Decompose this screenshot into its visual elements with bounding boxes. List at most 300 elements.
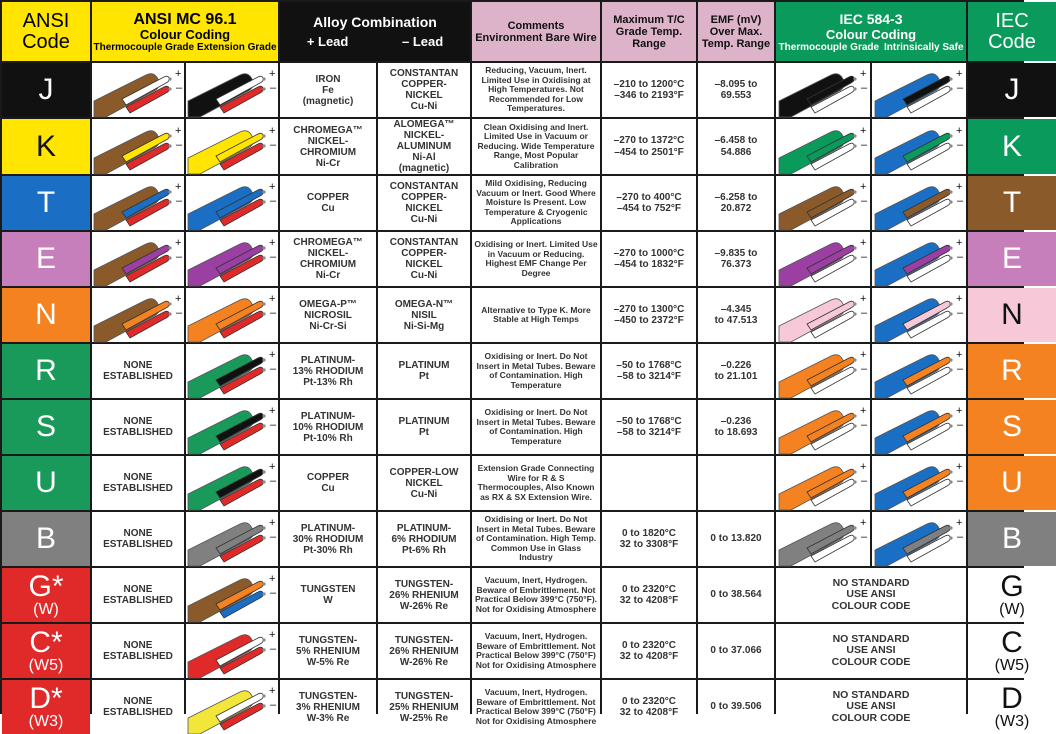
minus-sign: – <box>957 307 964 319</box>
plus-sign: + <box>956 124 963 137</box>
plus-sign: + <box>269 685 276 697</box>
minus-lead-cell <box>378 456 470 510</box>
wire-icon <box>873 344 965 398</box>
wire-icon <box>777 176 869 230</box>
wire-icon <box>186 120 278 174</box>
emf-text: 0 to 13.820 <box>710 533 762 545</box>
wire-tip <box>853 134 856 137</box>
wire-icon <box>186 232 278 286</box>
iec-code-cell <box>968 680 1056 734</box>
minus-sign: – <box>270 195 277 207</box>
plus-lead-cell <box>280 624 376 678</box>
ansi-code-letter: J <box>38 73 54 106</box>
wire-tip <box>168 77 171 80</box>
emf-text: 0 to 39.506 <box>710 701 762 713</box>
wire-icon <box>777 232 869 286</box>
wire-tip <box>168 87 171 90</box>
iec-safe-cell <box>872 176 966 230</box>
ansi-tc-grade-cell <box>92 512 184 566</box>
alloy-title: Alloy Combination <box>313 13 437 30</box>
emf-text: –0.236 to 18.693 <box>714 415 758 438</box>
minus-sign: – <box>861 475 868 487</box>
iec-code-cell <box>968 344 1056 398</box>
wire-icon <box>777 456 869 510</box>
ansi-ext-grade-cell <box>186 63 278 117</box>
temp-range-cell <box>602 568 696 622</box>
ansi-code-cell <box>2 288 90 342</box>
ansi-code-cell <box>2 232 90 286</box>
plus-sign: + <box>269 68 276 80</box>
wire-icon <box>186 288 278 342</box>
wire-icon <box>186 63 278 117</box>
minus-sign: – <box>270 138 277 151</box>
temp-range-cell <box>602 512 696 566</box>
comment-cell <box>472 568 600 622</box>
iec-code-label: IEC Code <box>988 9 1036 53</box>
plus-lead-cell <box>280 400 376 454</box>
wire-tip <box>949 302 952 305</box>
iec-code-letter: D <box>1001 682 1023 715</box>
emf-cell <box>698 63 774 117</box>
wire-tip <box>168 256 171 259</box>
minus-lead-text: OMEGA-N™ NISIL Ni-Si-Mg <box>394 298 454 332</box>
iec-safe-label: Intrinsically Safe <box>884 41 964 53</box>
ansi-code-letter: E <box>35 242 56 275</box>
comment-text: Oxidising or Inert. Do Not Insert in Metal Tubes. Beware of Contamination. High Temperature <box>476 351 596 390</box>
ansi-tc-grade-none: NONE ESTABLISHED <box>103 416 173 438</box>
plus-lead-cell <box>280 344 376 398</box>
temp-range-text: 0 to 1820°C 32 to 3308°F <box>619 527 679 550</box>
minus-sign: – <box>270 82 277 94</box>
iec-safe-cell <box>872 288 966 342</box>
ansi-code-letter: R <box>35 354 57 387</box>
plus-sign: + <box>269 573 276 585</box>
iec-no-standard-cell <box>776 680 966 734</box>
wire-icon <box>777 120 869 174</box>
emf-cell <box>698 288 774 342</box>
emf-text: –9.835 to 76.373 <box>714 247 758 270</box>
comment-text: Clean Oxidising and Inert. Limited Use in Vacuum or Reducing. Wide Temperature Range, Most Popular Calibration <box>477 121 595 170</box>
iec-code-cell <box>968 568 1056 622</box>
wire-tip <box>262 87 265 90</box>
temp-range-text: –270 to 1000°C –454 to 1832°F <box>613 247 685 270</box>
minus-sign: – <box>270 307 277 319</box>
ansi-colour-coding-header <box>92 2 278 61</box>
wire-tip <box>949 144 952 147</box>
minus-sign: – <box>957 82 964 94</box>
temp-range-cell <box>602 456 696 510</box>
iec-code-cell <box>968 119 1056 174</box>
ansi-ext-grade-cell <box>186 680 278 734</box>
temp-range-text: –270 to 1372°C –454 to 2501°F <box>613 135 685 158</box>
ansi-code-cell <box>2 63 90 117</box>
plus-lead-cell <box>280 456 376 510</box>
ansi-tc-grade-cell <box>92 456 184 510</box>
minus-lead-cell <box>378 344 470 398</box>
ansi-ext-grade-cell <box>186 232 278 286</box>
emf-text: –0.226 to 21.101 <box>714 359 758 382</box>
plus-sign: + <box>860 68 867 80</box>
plus-sign: + <box>269 181 276 193</box>
minus-sign: – <box>861 251 868 263</box>
wire-icon <box>873 512 965 566</box>
temp-range-cell <box>602 680 696 734</box>
comment-text: Alternative to Type K. More Stable at High Temps <box>481 304 591 324</box>
emf-cell <box>698 176 774 230</box>
iec-code-cell <box>968 456 1056 510</box>
minus-sign: – <box>270 251 277 263</box>
ansi-code-alt: (W3) <box>28 713 64 730</box>
emf-text: 0 to 37.066 <box>710 645 762 657</box>
wire-tip <box>853 312 856 315</box>
minus-lead-text: PLATINUM- 6% RHODIUM Pt-6% Rh <box>391 522 457 556</box>
emf-cell <box>698 344 774 398</box>
plus-lead-text: PLATINUM- 10% RHODIUM Pt-10% Rh <box>292 410 364 444</box>
wire-tip <box>949 200 952 203</box>
plus-lead-text: OMEGA-P™ NICROSIL Ni-Cr-Si <box>299 298 357 332</box>
minus-sign: – <box>270 643 277 655</box>
ansi-code-cell <box>2 176 90 230</box>
temp-range-text: –50 to 1768°C –58 to 3214°F <box>616 415 682 438</box>
comment-text: Oxidising or Inert. Do Not Insert in Metal Tubes. Beware of Contamination. High Temp. Common Use in Glass Industry <box>475 514 597 563</box>
iec-code-cell <box>968 63 1056 117</box>
temp-range-cell <box>602 400 696 454</box>
comment-cell <box>472 456 600 510</box>
ansi-ext-grade-cell <box>186 288 278 342</box>
wire-tip <box>853 302 856 305</box>
ansi-ext-grade-cell <box>186 456 278 510</box>
wire-tip <box>853 424 856 427</box>
wire-tip <box>949 87 952 90</box>
iec-safe-cell <box>872 63 966 117</box>
iec-code-letter: U <box>1001 466 1023 499</box>
iec-code-alt: (W) <box>999 601 1025 618</box>
ansi-code-letter: K <box>35 129 56 163</box>
minus-lead-text: CONSTANTAN COPPER- NICKEL Cu-Ni <box>389 68 459 112</box>
comment-text: Extension Grade Connecting Wire for R & S Thermocouples, Also Known as RX & SX Extension Wire. <box>477 463 595 502</box>
ansi-tc-grade-cell <box>92 176 184 230</box>
ansi-code-letter: U <box>35 466 57 499</box>
wire-tip <box>262 312 265 315</box>
minus-sign: – <box>270 419 277 431</box>
wire-icon <box>92 63 184 117</box>
minus-sign: – <box>176 195 183 207</box>
wire-tip <box>262 200 265 203</box>
plus-sign: + <box>860 517 867 529</box>
wire-tip <box>853 77 856 80</box>
temp-range-text: 0 to 2320°C 32 to 4208°F <box>619 695 679 718</box>
wire-tip <box>262 368 265 371</box>
wire-tip <box>262 480 265 483</box>
alloy-combination-header <box>280 2 470 61</box>
plus-lead-text: TUNGSTEN- 3% RHENIUM W-3% Re <box>296 690 360 724</box>
wire-tip <box>262 694 265 697</box>
wire-icon <box>873 232 965 286</box>
comment-cell <box>472 624 600 678</box>
iec-tc-grade-cell <box>776 63 870 117</box>
ansi-tc-grade-cell <box>92 624 184 678</box>
minus-lead-cell <box>378 680 470 734</box>
wire-icon <box>873 120 965 174</box>
wire-tip <box>949 424 952 427</box>
plus-sign: + <box>956 68 963 80</box>
iec-no-standard-cell <box>776 568 966 622</box>
minus-sign: – <box>957 419 964 431</box>
plus-sign: + <box>956 293 963 305</box>
ansi-code-letter: C* <box>29 626 63 659</box>
iec-code-alt: (W5) <box>994 657 1030 674</box>
plus-lead-text: TUNGSTEN- 5% RHENIUM W-5% Re <box>296 634 360 668</box>
ansi-code-cell <box>2 512 90 566</box>
wire-tip <box>853 414 856 417</box>
minus-sign: – <box>957 195 964 207</box>
minus-lead-cell <box>378 512 470 566</box>
ansi-code-cell <box>2 344 90 398</box>
comment-cell <box>472 400 600 454</box>
minus-lead-cell <box>378 232 470 286</box>
wire-tip <box>262 582 265 585</box>
minus-sign: – <box>270 531 277 543</box>
plus-lead-cell <box>280 568 376 622</box>
wire-icon <box>777 344 869 398</box>
wire-icon <box>92 176 184 230</box>
wire-icon <box>873 288 965 342</box>
plus-sign: + <box>269 237 276 249</box>
wire-icon <box>777 512 869 566</box>
ansi-code-cell <box>2 624 90 678</box>
iec-code-cell <box>968 176 1056 230</box>
wire-tip <box>949 480 952 483</box>
wire-icon <box>186 512 278 566</box>
wire-tip <box>949 526 952 529</box>
comment-text: Reducing, Vacuum, Inert. Limited Use in Oxidising at High Temperatures. Not Recommended for Low Temperatures. <box>481 65 591 114</box>
plus-lead-text: PLATINUM- 30% RHODIUM Pt-30% Rh <box>292 522 364 556</box>
wire-tip <box>262 302 265 305</box>
minus-lead-cell <box>378 400 470 454</box>
max-temp-header <box>602 2 696 61</box>
wire-tip <box>949 246 952 249</box>
plus-sign: + <box>956 349 963 361</box>
ansi-code-alt: (W) <box>33 601 59 618</box>
ansi-tc-grade-cell <box>92 232 184 286</box>
plus-sign: + <box>956 237 963 249</box>
minus-sign: – <box>176 138 183 151</box>
plus-sign: + <box>860 237 867 249</box>
plus-lead-text: COPPER Cu <box>306 472 350 494</box>
minus-sign: – <box>861 82 868 94</box>
minus-lead-cell <box>378 624 470 678</box>
iec-title: IEC 584-3 <box>839 10 903 27</box>
ansi-tc-grade-none: NONE ESTABLISHED <box>103 360 173 382</box>
plus-lead-text: PLATINUM- 13% RHODIUM Pt-13% Rh <box>292 354 364 388</box>
iec-code-alt: (W3) <box>994 713 1030 730</box>
wire-tip <box>853 256 856 259</box>
ansi-tc-grade-none: NONE ESTABLISHED <box>103 640 173 662</box>
wire-icon <box>186 176 278 230</box>
iec-safe-cell <box>872 119 966 174</box>
minus-sign: – <box>957 363 964 375</box>
plus-lead-text: IRON Fe (magnetic) <box>302 73 354 107</box>
comment-cell <box>472 344 600 398</box>
comment-text: Vacuum, Inert, Hydrogen. Beware of Embrittlement. Not Practical Below 399°C (750°F). Not for Oxidising Atmosphere <box>474 575 598 614</box>
wire-tip <box>262 190 265 193</box>
plus-sign: + <box>860 293 867 305</box>
wire-icon <box>186 680 278 734</box>
minus-sign: – <box>861 531 868 543</box>
plus-lead-cell <box>280 288 376 342</box>
minus-sign: – <box>957 475 964 487</box>
iec-tc-grade-cell <box>776 512 870 566</box>
minus-lead-text: ALOMEGA™ NICKEL- ALUMINUM Ni-Al (magnetic) <box>393 119 455 174</box>
ansi-tc-grade-none: NONE ESTABLISHED <box>103 472 173 494</box>
max-temp-label: Maximum T/C Grade Temp. Range <box>613 13 685 50</box>
plus-lead-cell <box>280 176 376 230</box>
plus-sign: + <box>860 349 867 361</box>
ansi-code-letter: N <box>35 298 57 331</box>
wire-icon <box>186 568 278 622</box>
wire-tip <box>262 526 265 529</box>
iec-tc-grade-label: Thermocouple Grade <box>778 41 880 53</box>
minus-sign: – <box>957 251 964 263</box>
wire-tip <box>949 470 952 473</box>
plus-sign: + <box>269 293 276 305</box>
wire-tip <box>853 87 856 90</box>
iec-safe-cell <box>872 344 966 398</box>
temp-range-cell <box>602 344 696 398</box>
plus-sign: + <box>860 181 867 193</box>
comment-text: Mild Oxidising, Reducing Vacuum or Inert. Good Where Moisture Is Present. Low Temperature & Cryogenic Applications <box>476 178 596 227</box>
wire-tip <box>262 470 265 473</box>
ansi-tc-grade-cell <box>92 568 184 622</box>
wire-tip <box>853 470 856 473</box>
emf-header <box>698 2 774 61</box>
wire-tip <box>262 134 265 137</box>
wire-icon <box>777 400 869 454</box>
wire-tip <box>853 526 856 529</box>
wire-icon <box>873 400 965 454</box>
plus-sign: + <box>269 124 276 137</box>
minus-lead-text: TUNGSTEN- 26% RHENIUM W-26% Re <box>389 578 459 612</box>
minus-sign: – <box>957 138 964 151</box>
iec-no-standard-text: NO STANDARD USE ANSI COLOUR CODE <box>831 632 911 668</box>
wire-icon <box>186 344 278 398</box>
wire-icon <box>92 288 184 342</box>
plus-sign: + <box>175 293 182 305</box>
ansi-ext-grade-cell <box>186 400 278 454</box>
wire-tip <box>262 638 265 641</box>
plus-sign: + <box>269 349 276 361</box>
iec-tc-grade-cell <box>776 344 870 398</box>
iec-code-letter: G <box>1000 570 1024 603</box>
iec-no-standard-cell <box>776 624 966 678</box>
minus-sign: – <box>270 475 277 487</box>
plus-sign: + <box>175 124 182 137</box>
minus-lead-text: TUNGSTEN- 26% RHENIUM W-26% Re <box>389 634 459 668</box>
emf-cell <box>698 568 774 622</box>
minus-sign: – <box>861 363 868 375</box>
comment-cell <box>472 119 600 174</box>
emf-cell <box>698 512 774 566</box>
minus-lead-text: CONSTANTAN COPPER- NICKEL Cu-Ni <box>389 181 459 225</box>
ansi-tc-grade-cell <box>92 680 184 734</box>
minus-lead-cell <box>378 119 470 174</box>
minus-sign: – <box>176 82 183 94</box>
wire-tip <box>853 368 856 371</box>
wire-icon <box>777 63 869 117</box>
emf-cell <box>698 624 774 678</box>
plus-sign: + <box>269 517 276 529</box>
comment-cell <box>472 176 600 230</box>
plus-lead-cell <box>280 512 376 566</box>
iec-tc-grade-cell <box>776 288 870 342</box>
ansi-tc-grade-cell <box>92 344 184 398</box>
minus-sign: – <box>861 138 868 151</box>
iec-colour-coding-header <box>776 2 966 61</box>
temp-range-cell <box>602 624 696 678</box>
iec-code-cell <box>968 624 1056 678</box>
ansi-ext-grade-cell <box>186 176 278 230</box>
wire-tip <box>853 536 856 539</box>
emf-text: –6.458 to 54.886 <box>714 135 758 158</box>
temp-range-text: –270 to 1300°C –450 to 2372°F <box>613 303 685 326</box>
minus-sign: – <box>270 587 277 599</box>
iec-tc-grade-cell <box>776 232 870 286</box>
iec-code-cell <box>968 232 1056 286</box>
iec-code-header <box>968 2 1056 61</box>
wire-icon <box>873 63 965 117</box>
iec-code-letter: S <box>1001 410 1022 443</box>
ansi-ext-grade-cell <box>186 119 278 174</box>
iec-code-letter: K <box>1001 129 1022 163</box>
minus-lead-label: – Lead <box>401 33 444 49</box>
emf-cell <box>698 232 774 286</box>
emf-cell <box>698 400 774 454</box>
wire-tip <box>949 368 952 371</box>
plus-sign: + <box>175 181 182 193</box>
iec-code-letter: E <box>1001 242 1022 275</box>
wire-icon <box>777 288 869 342</box>
plus-sign: + <box>956 405 963 417</box>
ansi-tc-grade-none: NONE ESTABLISHED <box>103 696 173 718</box>
ansi-code-cell <box>2 400 90 454</box>
ansi-subtitle: Colour Coding <box>139 26 231 42</box>
emf-text: 0 to 38.564 <box>710 589 762 601</box>
comment-cell <box>472 232 600 286</box>
ansi-tc-grade-cell <box>92 63 184 117</box>
ansi-code-letter: B <box>35 522 56 555</box>
minus-sign: – <box>176 307 183 319</box>
plus-lead-cell <box>280 232 376 286</box>
wire-tip <box>168 134 171 137</box>
comment-text: Oxidising or Inert. Do Not Insert in Metal Tubes. Beware of Contamination. High Temperature <box>476 407 596 446</box>
iec-code-cell <box>968 400 1056 454</box>
iec-code-letter: T <box>1002 186 1022 219</box>
emf-cell <box>698 456 774 510</box>
wire-tip <box>262 424 265 427</box>
ansi-code-letter: G* <box>28 570 64 603</box>
ansi-ext-grade-cell <box>186 568 278 622</box>
wire-tip <box>168 312 171 315</box>
iec-code-letter: C <box>1001 626 1023 659</box>
plus-lead-cell <box>280 119 376 174</box>
minus-sign: – <box>270 363 277 375</box>
iec-safe-cell <box>872 512 966 566</box>
plus-sign: + <box>860 461 867 473</box>
temp-range-cell <box>602 63 696 117</box>
wire-tip <box>853 246 856 249</box>
plus-lead-text: CHROMEGA™ NICKEL- CHROMIUM Ni-Cr <box>293 124 363 169</box>
minus-lead-cell <box>378 176 470 230</box>
